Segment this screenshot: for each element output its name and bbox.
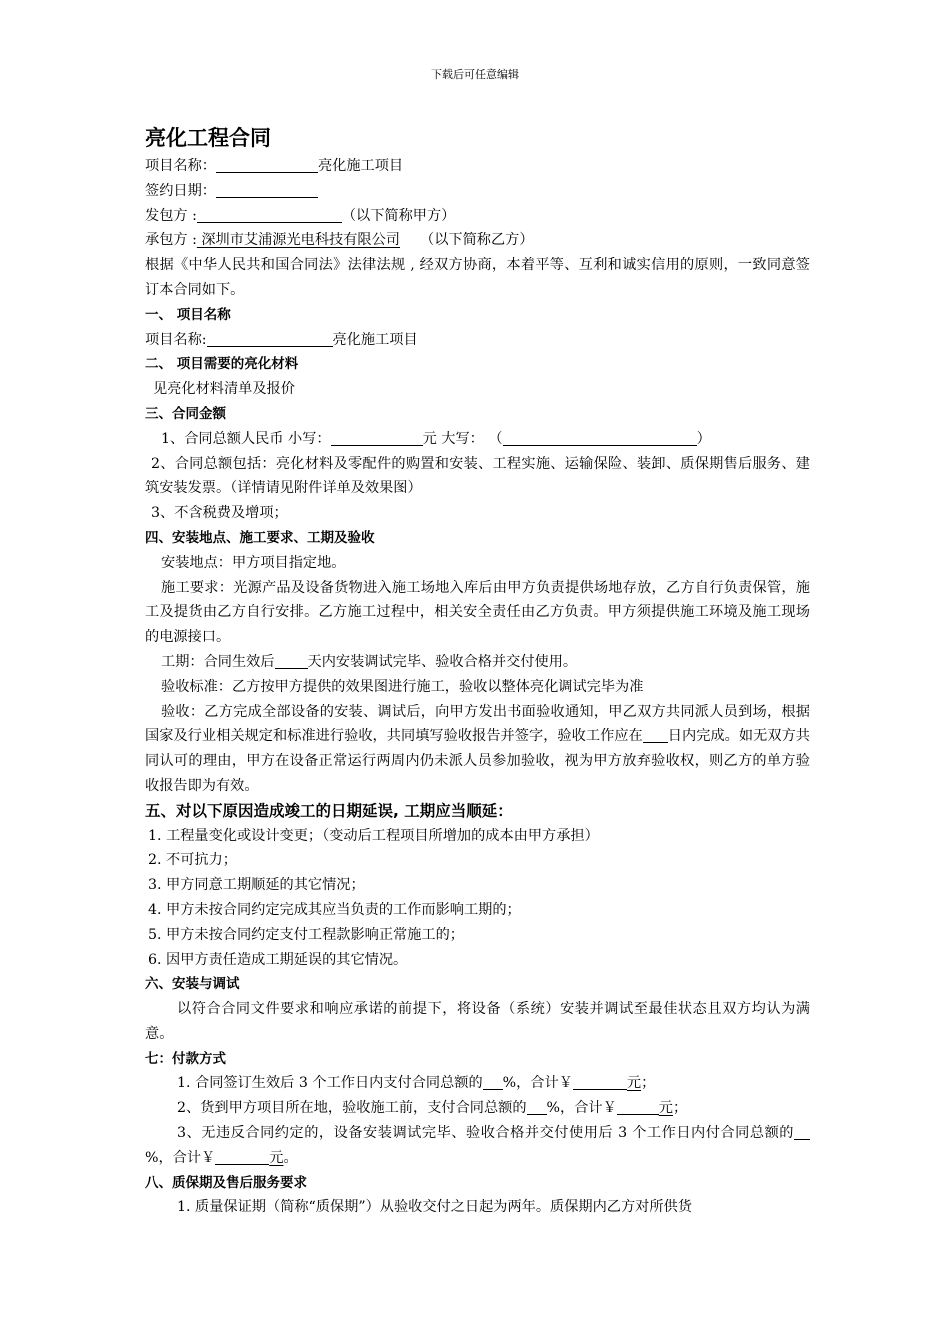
acceptance-text-a: 验收：乙方完成全部设备的安装、调试后，向甲方发出书面验收通知，甲乙双方共同派人员到场，根据国家及行业相关规定和标准进行验收，共同填写验收报告并签字，验收工作应在	[145, 703, 810, 745]
project-name-line	[145, 154, 810, 179]
section-5-heading: 五、对以下原因造成竣工的日期延误, 工期应当顺延：	[145, 801, 513, 820]
payment-1-total-label: %，合计￥	[502, 1075, 573, 1092]
period-text: 天内安装调试完毕、验收合格并交付使用。	[307, 653, 578, 670]
delay-item: 5. 甲方未按合同约定支付工程款影响正常施工的；	[148, 926, 464, 943]
delay-item: 3. 甲方同意工期顺延的其它情况；	[148, 877, 365, 894]
project-name-blank	[216, 155, 318, 173]
section-2-heading: 二、 项目需要的亮化材料	[145, 356, 299, 373]
section-2-line: 见亮化材料清单及报价	[153, 381, 295, 398]
install-debug-paragraph: 以符合合同文件要求和响应承诺的前提下，将设备（系统）安装并调试至最佳状态且双方均认为满意。	[145, 1001, 810, 1042]
party-a-blank	[197, 205, 342, 223]
payment-2-end: ；	[672, 1100, 688, 1117]
payment-2-text: 2、货到甲方项目所在地，验收施工前，支付合同总额的	[177, 1100, 527, 1117]
payment-3	[145, 1121, 810, 1171]
payment-3-text: 3、无违反合同约定的，设备安装调试完毕、验收合格并交付使用后 3 个工作日内付合同总额的	[177, 1125, 794, 1142]
payment-3-unit: 元	[269, 1149, 284, 1166]
payment-2-unit: 元	[658, 1100, 673, 1117]
party-b-value: 深圳市艾浦源光电科技有限公司	[196, 232, 400, 249]
page-header: 下载后可任意编辑	[431, 68, 519, 81]
section-1-heading: 一、 项目名称	[145, 306, 231, 323]
project-name-value: 亮化施工项目	[317, 158, 404, 174]
delay-item: 1. 工程量变化或设计变更；（变动后工程项目所增加的成本由甲方承担）	[148, 827, 599, 844]
section-6-heading: 六、安装与调试	[145, 976, 240, 993]
acceptance-paragraph	[145, 700, 810, 799]
party-a-suffix: （以下简称甲方）	[341, 207, 456, 224]
payment-3-end: 。	[283, 1149, 298, 1166]
contract-page	[145, 122, 810, 1220]
party-a-label: 发包方 :	[145, 207, 197, 224]
amount-excludes: 3、不含税费及增项；	[151, 505, 288, 522]
payment-3-total-label: %，合计￥	[145, 1149, 216, 1166]
party-a-line	[145, 204, 810, 229]
section-1-line	[145, 328, 810, 353]
payment-3-percent-blank	[794, 1122, 810, 1140]
amount-small-blank	[331, 428, 423, 446]
payment-1-unit: 元	[626, 1075, 642, 1092]
payment-1-text: 1. 合同签订生效后 3 个工作日内支付合同总额的	[177, 1075, 483, 1092]
construction-requirements: 施工要求：光源产品及设备货物进入施工场地入库后由甲方负责提供场地存放，乙方自行负责保管，施工及提货由乙方自行安排。乙方施工过程中，相关安全责任由乙方负责。甲方须提供施工环境及施工现场的电源接口。	[145, 579, 810, 646]
payment-2	[145, 1096, 810, 1121]
delay-item: 4. 甲方未按合同约定完成其应当负责的工作而影响工期的；	[148, 901, 521, 918]
payment-1-amount-blank	[573, 1072, 627, 1090]
section-4-heading: 四、安装地点、施工要求、工期及验收	[145, 529, 375, 546]
amount-capital-label: 元 大写： （	[422, 430, 503, 447]
section-3-heading: 三、合同金额	[145, 405, 226, 422]
period-days-blank	[275, 651, 308, 669]
section-1-value: 亮化施工项目	[332, 331, 418, 348]
party-b-suffix: （以下简称乙方）	[420, 232, 534, 249]
project-name-label: 项目名称：	[145, 158, 216, 174]
install-site: 安装地点：甲方项目指定地。	[161, 554, 346, 571]
party-b-line	[145, 228, 810, 253]
sign-date-label: 签约日期：	[145, 182, 216, 199]
sign-date-blank	[216, 180, 318, 198]
section-8-heading: 八、质保期及售后服务要求	[145, 1174, 307, 1191]
payment-2-total-label: %，合计￥	[546, 1100, 617, 1117]
acceptance-standard: 验收标准：乙方按甲方提供的效果图进行施工，验收以整体亮化调试完毕为准	[161, 678, 644, 695]
period-label: 工期：合同生效后	[161, 653, 275, 670]
delay-item: 2. 不可抗力；	[148, 852, 237, 869]
intro-paragraph: 根据《中华人民共和国合同法》法律法规 , 经双方协商，本着平等、互利和诚实信用的原则，一致同意签订本合同如下。	[145, 257, 810, 298]
construction-period	[145, 650, 810, 675]
payment-2-percent-blank	[527, 1097, 547, 1115]
amount-includes: 2、合同总额包括：亮化材料及零配件的购置和安装、工程实施、运输保险、装卸、质保期售后服务、建筑安装发票。（详情请见附件详单及效果图）	[145, 455, 810, 497]
payment-1	[145, 1071, 810, 1096]
warranty-paragraph: 1. 质量保证期（简称“质保期”）从验收交付之日起为两年。质保期内乙方对所供货	[177, 1199, 692, 1216]
party-b-label: 承包方 :	[145, 232, 197, 249]
payment-2-amount-blank	[617, 1097, 659, 1115]
payment-1-end: ；	[641, 1075, 656, 1092]
amount-small-label: 1、合同总额人民币 小写：	[161, 430, 331, 447]
document-title: 亮化工程合同	[145, 126, 271, 150]
amount-capital-close: ）	[696, 430, 711, 447]
section-1-label: 项目名称:	[145, 331, 207, 348]
delay-item: 6. 因甲方责任造成工期延误的其它情况。	[148, 951, 408, 968]
amount-capital-blank	[503, 428, 697, 446]
section-1-blank	[207, 329, 333, 347]
acceptance-text-b: 日内完成。如无双方共同认可的理由，甲方在设备正常运行两周内仍未派人员参加验收，视为甲方放弃验收权，则乙方的单方验收报告即为有效。	[145, 728, 810, 794]
payment-3-amount-blank	[215, 1147, 269, 1165]
amount-line	[145, 427, 810, 452]
payment-1-percent-blank	[483, 1072, 503, 1090]
section-7-heading: 七：付款方式	[145, 1050, 226, 1067]
acceptance-days-blank	[643, 725, 668, 743]
sign-date-line	[145, 179, 810, 204]
